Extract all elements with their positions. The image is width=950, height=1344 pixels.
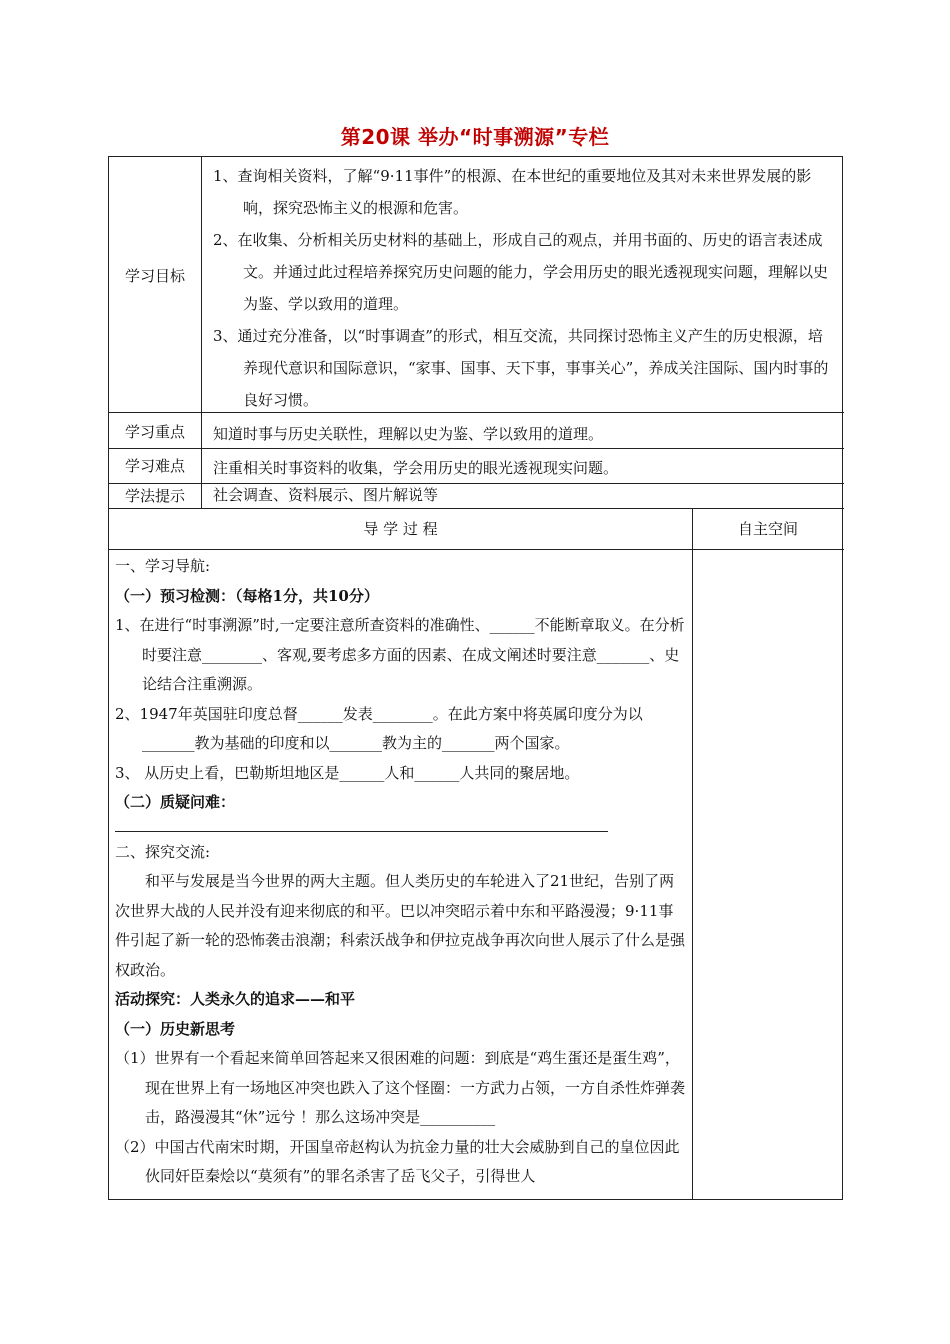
activity-heading: 活动探究：人类永久的追求——和平	[115, 990, 356, 1008]
space-column-divider	[692, 508, 693, 1200]
space-header: 自主空间	[737, 520, 798, 538]
intro-paragraph: 和平与发展是当今世界的两大主题。但人类历史的车轮进入了21世纪，告别了两次世界大战的人民并没有迎来彻底的和平。巴以冲突昭示着中东和平路漫漫；9·11事件引起了新一轮的恐怖袭击浪潮；科索沃战争和伊拉克战争再次向世人展示了什么是强权政治。	[115, 872, 686, 979]
answer-line	[115, 818, 608, 832]
method-label: 学法提示	[124, 487, 185, 505]
subsection-heading: （一）预习检测：（每格1分，共10分）	[115, 586, 379, 605]
question-item: 3、 从历史上看，巴勒斯坦地区是______人和______人共同的聚居地。	[115, 763, 580, 782]
section-heading: 二、探究交流:	[115, 842, 211, 861]
difficulty-label: 学习难点	[124, 457, 185, 475]
subsection-heading: （二）质疑问难：	[115, 793, 236, 811]
question-item: 1、在进行“时事溯源”时,一定要注意所查资料的准确性、______不能断章取义。在分析时要注意________、客观,要考虑多方面的因素、在成文阐述时要注意_______、史论结合注重溯源。	[115, 616, 685, 693]
row-divider	[109, 549, 844, 550]
goal-item: 2、在收集、分析相关历史材料的基础上，形成自己的观点，并用书面的、历史的语言表述成文。并通过此过程培养探究历史问题的能力，学会用历史的眼光透视现实问题，理解以史为鉴、学以致用的道理。	[213, 231, 829, 313]
section-heading: 一、学习导航:	[115, 557, 211, 575]
page-title: 第20课 举办“时事溯源”专栏	[340, 125, 610, 149]
subsection-heading: （一）历史新思考	[115, 1019, 236, 1038]
goals-label: 学习目标	[124, 267, 185, 285]
process-header: 导 学 过 程	[363, 520, 438, 538]
goals-list	[213, 160, 835, 416]
label-column-divider	[201, 157, 202, 508]
goal-item: 3、通过充分准备，以“时事调查”的形式，相互交流，共同探讨恐怖主义产生的历史根源，培养现代意识和国际意识，“家事、国事、天下事，事事关心”，养成关注国际、国内时事的良好习惯。	[213, 327, 829, 409]
goal-item: 1、查询相关资料，了解“9·11事件”的根源、在本世纪的重要地位及其对未来世界发展的影响，探究恐怖主义的根源和危害。	[213, 167, 812, 217]
lesson-table	[108, 156, 843, 1200]
process-content	[115, 552, 685, 1192]
difficulty-text: 注重相关时事资料的收集，学会用历史的眼光透视现实问题。	[213, 459, 619, 477]
method-text: 社会调查、资料展示、图片解说等	[213, 486, 439, 504]
discussion-item: （1）世界有一个看起来简单回答起来又很困难的问题：到底是“鸡生蛋还是蛋生鸡”，现在世界上有一场地区冲突也跌入了这个怪圈：一方武力占领，一方自杀性炸弹袭击，路漫漫其“休”远兮 ！那么这场冲突是__________	[115, 1049, 686, 1126]
discussion-item: （2）中国古代南宋时期，开国皇帝赵构认为抗金力量的壮大会威胁到自己的皇位因此伙同奸臣秦烩以“莫须有”的罪名杀害了岳飞父子，引得世人	[115, 1137, 680, 1185]
question-item: 2、1947年英国驻印度总督______发表________。在此方案中将英属印度分为以_______教为基础的印度和以_______教为主的_______两个国家。	[115, 704, 643, 752]
focus-text: 知道时事与历史关联性，理解以史为鉴、学以致用的道理。	[213, 425, 604, 443]
focus-label: 学习重点	[124, 423, 185, 441]
